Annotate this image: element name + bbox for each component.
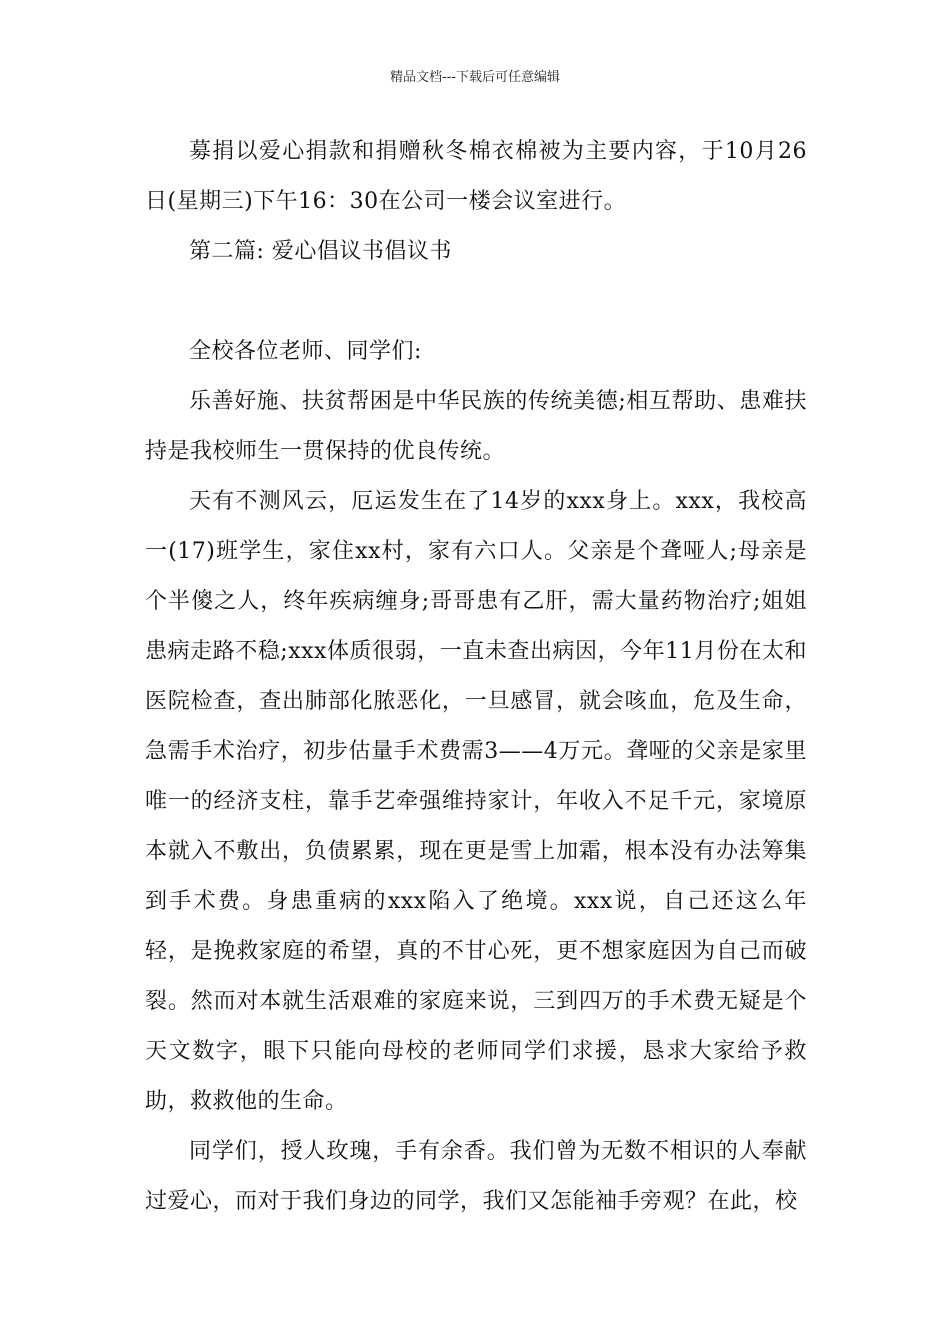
page-header: 精品文档---下载后可任意编辑 [389, 70, 561, 85]
section-heading: 第二篇: 爱心倡议书倡议书 [189, 239, 452, 264]
greeting: 全校各位老师、同学们: [189, 339, 422, 364]
blank-line [145, 277, 807, 327]
paragraph-story: 天有不测风云，厄运发生在了14岁的xxx身上。xxx，我校高一(17)班学生，家住xx村，家有六口人。父亲是个聋哑人;母亲是个半傻之人，终年疾病缠身;哥哥患有乙肝，需大量药物治疗;姐姐患病走路不稳;xxx体质很弱，一直未查出病因，今年11月份在太和医院检查，查出肺部化脓恶化，一旦感冒，就会咳血，危及生命，急需手术治疗，初步估量手术费需3——4万元。聋哑的父亲是家里唯一的经济支柱，靠手艺牵强维持家计，年收入不足千元，家境原本就入不敷出，负债累累，现在更是雪上加霜，根本没有办法筹集到手术费。身患重病的xxx陷入了绝境。xxx说，自己还这么年轻，是挽救家庭的希望，真的不甘心死，更不想家庭因为自己而破裂。然而对本就生活艰难的家庭来说，三到四万的手术费无疑是个天文数字，眼下只能向母校的老师同学们求援，恳求大家给予救助，救救他的生命。 [145, 489, 807, 1114]
paragraph-appeal: 同学们，授人玫瑰，手有余香。我们曾为无数不相识的人奉献过爱心，而对于我们身边的同学，我们又怎能袖手旁观？在此，校 [145, 1139, 807, 1214]
paragraph-intro: 募捐以爱心捐款和捐赠秋冬棉衣棉被为主要内容，于10月26日(星期三)下午16：30在公司一楼会议室进行。 [145, 139, 807, 214]
paragraph-tradition: 乐善好施、扶贫帮困是中华民族的传统美德;相互帮助、患难扶持是我校师生一贯保持的优良传统。 [145, 389, 807, 464]
document-body [145, 127, 807, 1227]
